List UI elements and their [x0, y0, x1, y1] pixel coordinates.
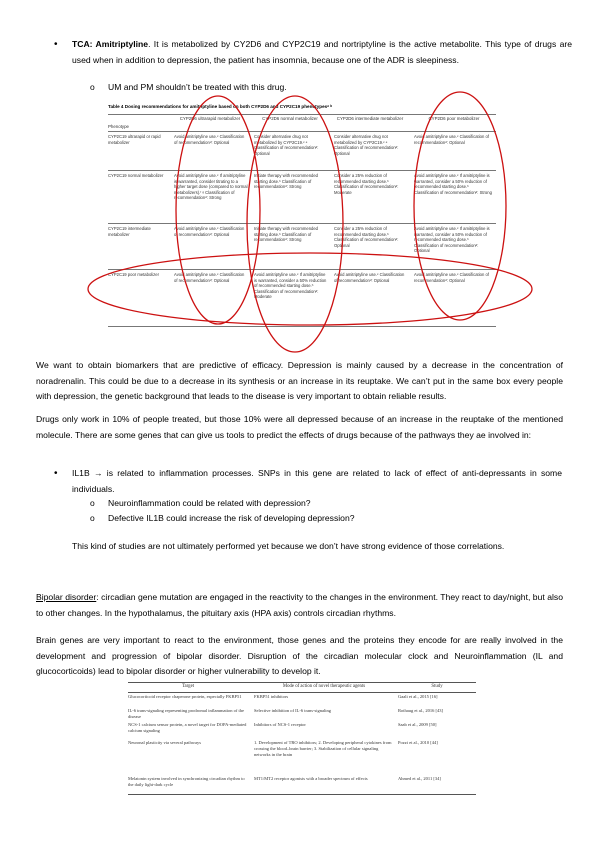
table2-header: Target	[181, 684, 195, 689]
drugs-paragraph: Drugs only work in 10% of people treated, but those 10% were all depressed because of an increase in the reuptake of the mentioned molecule. There are some genes that can give us tools to predict the effects of drugs because of the pathways they ae involved in:	[36, 414, 563, 440]
table1-header: CYP2D6 intermediate metabolizer	[336, 116, 404, 121]
table1-cell: Avoid amitriptyline use.ᶜ If amitriptyline is warranted, consider a 50% reduction of recommended starting dose.ʰ Classification of recommendationᵈ: Moderate	[254, 272, 327, 300]
annotation-ellipses	[78, 98, 538, 358]
table1-cell: Avoid amitriptyline use.ᶜ Classification of recommendationᵈ: Optional	[334, 272, 405, 283]
table1-cell: Initiate therapy with recommended starting dose.ʰ Classification of recommendationᵈ: Strong	[254, 226, 319, 243]
table-rule	[128, 682, 476, 683]
table2-cell: Ahmed et al., 2011 [34]	[398, 776, 441, 781]
studies-paragraph: This kind of studies are not ultimately performed yet because we don’t have strong evidence of those correlations.	[72, 541, 505, 551]
il1b-sub-2: Defective IL1B could increase the risk of developing depression?	[108, 513, 355, 523]
annotation-ellipse-poor	[414, 92, 506, 320]
table1-cell: Avoid amitriptyline use.ᶜ If amitriptyline is warranted, consider titrating to a higher target dose (compared to normal metabolizers).ᶠ ᵍ Classification of recommendationᵈ: Strong	[174, 173, 248, 201]
table1-cell: Initiate therapy with recommended starting dose.ʰ Classification of recommendationᵈ: Strong	[254, 173, 319, 190]
table2-cell: NCS-1 calcium sensor protein, a novel target for DOPA-mediated calcium signaling	[128, 722, 247, 733]
biomarkers-paragraph: We want to obtain biomarkers that are predictive of efficacy. Depression is mainly caused by a decrease in the concentration of noradrenalin. This could be due to a decrease in its synthesis or an increase in its reuptake. We can’t put in the same box every people with depression, the genetic background that leads to the disease is very important to obtain reliable results.	[36, 360, 563, 401]
table1-cell: Consider alternative drug not metabolized by CYP2C19.ᶜ ᵉ Classification of recommendationᵈ: Optional	[254, 134, 319, 156]
il1b-sub-1: Neuroinflammation could be related with depression?	[108, 498, 311, 508]
table-rule	[128, 692, 476, 693]
table1-header: CYP2D6 normal metabolizer	[262, 116, 318, 121]
table1-header: Phenotype	[108, 124, 129, 129]
table1-cell: Consider a 25% reduction of recommended starting dose.ʰ Classification of recommendationᵈ: Optional	[334, 226, 399, 248]
table1-cell: CYP2C19 poor metabolizer	[108, 272, 159, 277]
table2-cell: Neuronal plasticity via several pathways	[128, 740, 201, 745]
sub-bullet-o: o	[90, 498, 95, 508]
table1-caption: Table 4 Dosing recommendations for amitriptyline based on both CYP2D6 and CYP2C19 phenotypesᵃ ᵇ	[108, 104, 332, 109]
bipolar-targets-table	[128, 682, 476, 832]
annotation-ellipse-poor-row	[88, 253, 532, 325]
table1-cell: Consider a 25% reduction of recommended starting dose.ʰ Classification of recommendationᵈ: Moderate	[334, 173, 399, 195]
table2-header: Mode of action of novel therapeutic agents	[282, 684, 366, 689]
table1-header: CYP2D6 ultrarapid metabolizer	[179, 116, 241, 121]
bipolar-text: : circadian gene mutation are engaged in the reactivity to the changes in the environment. They react to day/night, but also to other changes. In the hypothalamus, the pituitary axis (HPA axis) controls circadian rhythms.	[36, 592, 563, 618]
table1-cell: CYP2C19 ultrarapid or rapid metabolizer	[108, 134, 161, 145]
table1-cell: CYP2C19 intermediate metabolizer	[108, 226, 151, 237]
bipolar-paragraph-main	[36, 590, 563, 621]
bipolar-lead: Bipolar disorder	[36, 592, 97, 602]
table1-header: CYP2D6 poor metabolizer	[428, 116, 480, 121]
table1-cell: CYP2C19 normal metabolizer	[108, 173, 164, 178]
brain-genes-paragraph: Brain genes are very important to react to the environment, those genes and the proteins they encode for are really involved in the development and progression of bipolar disorder. Disruption of the circadian molecular clock and Neuroinflammation (IL and glucocorticoids) lead to bipolar disorder or higher vulnerability to develop it.	[36, 635, 563, 676]
sub-bullet-o: o	[90, 513, 95, 523]
cyp-dosing-table	[108, 104, 496, 344]
table2-cell: Gaali et al., 2015 [16]	[398, 694, 438, 699]
annotation-ellipse-normal	[247, 96, 343, 352]
table2-cell: Inhibitors of NCS-1 receptor	[254, 722, 306, 727]
table2-cell: Rothaug et al., 2016 [43]	[398, 708, 443, 713]
table1-cell: Avoid amitriptyline use.ᶜ Classification of recommendationᵈ: Optional	[414, 272, 489, 283]
table1-cell: Avoid amitriptyline use.ᶜ Classification of recommendationᵈ: Optional	[174, 272, 245, 283]
table1-cell: Consider alternative drug not metabolized by CYP2C19.ᶜ ᵉ Classification of recommendationᵈ: Optional	[334, 134, 399, 156]
bullet-dot: •	[54, 39, 58, 50]
table2-header: Study	[431, 684, 443, 689]
tca-paragraph	[72, 37, 572, 68]
bullet-dot: •	[54, 468, 58, 479]
table2-cell: IL-6 trans-signaling representing prodromal inflammation of the disease	[128, 708, 244, 719]
table1-cell: Avoid amitriptyline use.ᶜ If amitriptyline is warranted, consider a 50% reduction of recommended starting dose.ʰ Classification of recommendationᵈ: Optional	[414, 226, 490, 254]
il1b-paragraph: IL1B → is related to inflammation processes. SNPs in this gene are related to lack of effect of anti-depressants in some individuals.	[72, 468, 562, 494]
table2-cell: Pozzi et al., 2010 [44]	[398, 740, 438, 745]
table1-cell: Avoid amitriptyline use.ᶜ Classification of recommendationᵈ: Optional	[174, 134, 245, 145]
table1-cell: Avoid amitriptyline use.ᶜ Classification of recommendationᵈ: Optional	[414, 134, 489, 145]
table2-cell: MT1/MT2 receptor agonists with a broader spectrum of effects	[254, 776, 368, 781]
table2-cell: Selective inhibition of IL-6 trans-signaling	[254, 708, 331, 713]
tca-lead: TCA: Amitriptyline	[72, 39, 149, 49]
tca-sub: UM and PM shouldn’t be treated with this drug.	[108, 82, 287, 92]
table-rule	[128, 794, 476, 795]
table2-cell: FKBP51 inhibitors	[254, 694, 289, 699]
table2-cell: Saab et al., 2009 [50]	[398, 722, 437, 727]
sub-bullet-o: o	[90, 82, 95, 92]
table1-cell: Avoid amitriptyline use.ᶜ Classification of recommendationᵈ: Optional	[174, 226, 245, 237]
table2-cell: Melatonin system involved in synchronizing circadian rhythm to the daily light-dark cycle	[128, 776, 245, 787]
tca-text: . It is metabolized by CY2D6 and CYP2C19 and nortriptyline is the active metabolite. This type of drugs are used when in addition to depression, the patient has insomnia, because one of the ADR is sleepiness.	[72, 39, 572, 65]
table2-cell: 1. Development of TRO inhibitors; 2. Developing peripheral cytokines from crossing the blood–brain barrier; 3. Stabilization of cellular signaling networks in the brain	[254, 740, 392, 757]
table2-cell: Glucocorticoid receptor chaperone protein, especially FKBP51	[128, 694, 242, 699]
table1-cell: Avoid amitriptyline use.ᶜ If amitriptyline is warranted, consider a 50% reduction of recommended starting dose.ʰ Classification of recommendationᵈ: Strong	[414, 173, 492, 195]
